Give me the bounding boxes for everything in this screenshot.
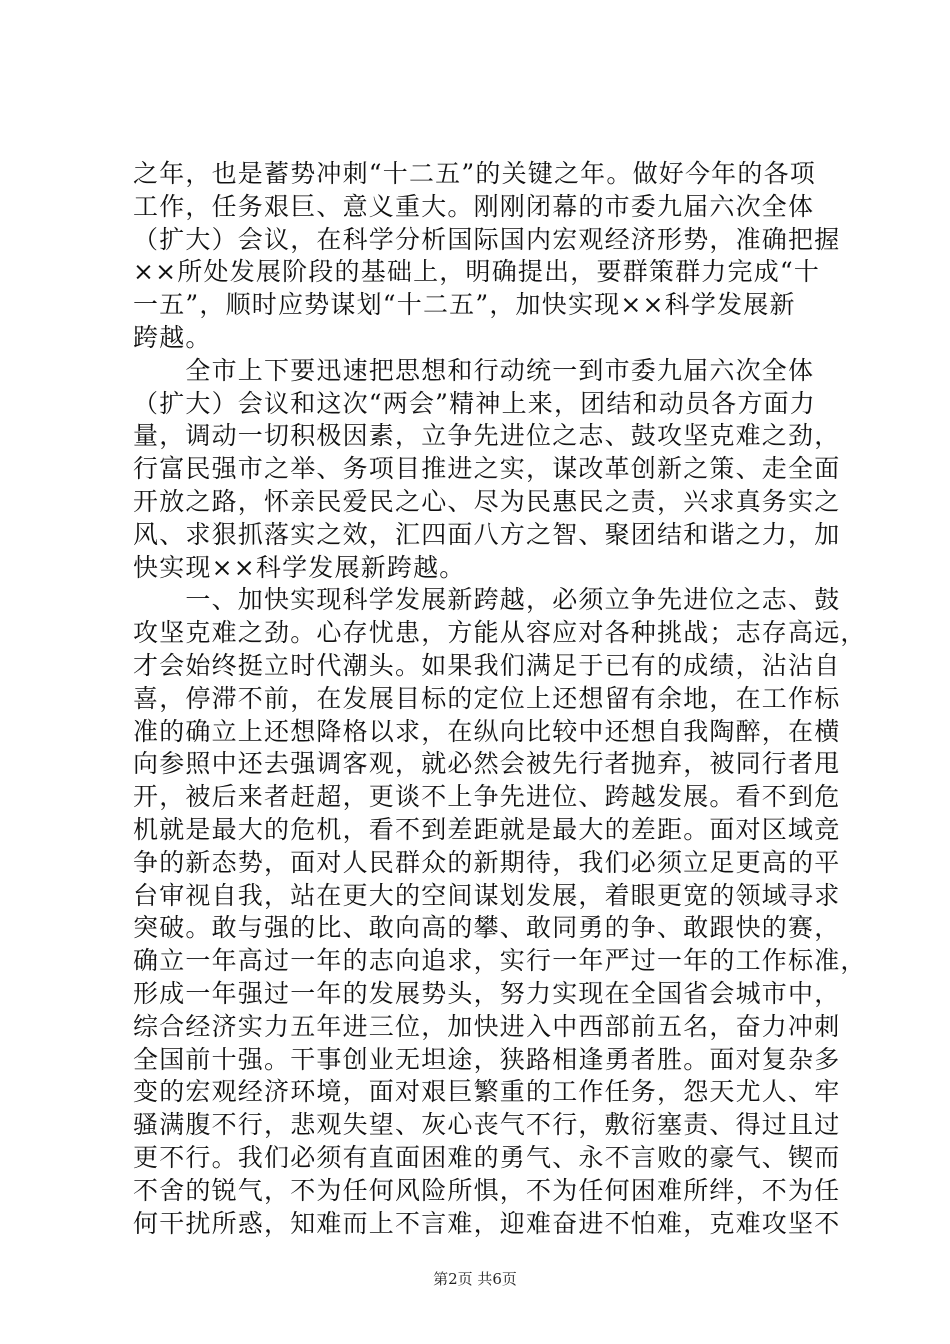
text-line: 之年，也是蓄势冲刺“十二五”的关键之年。做好今年的各项 xyxy=(133,159,816,188)
text-line: 行富民强市之举、务项目推进之实，谋改革创新之策、走全面 xyxy=(133,454,841,484)
text-line: 跨越。 xyxy=(133,322,212,352)
page-footer: 第2页 共6页 xyxy=(433,1270,517,1288)
text-line: 全国前十强。干事创业无坦途，狭路相逢勇者胜。面对复杂多 xyxy=(133,1044,841,1074)
text-line: （扩大）会议和这次“两会”精神上来，团结和动员各方面力 xyxy=(133,388,816,418)
body-text xyxy=(133,158,867,1240)
text-line: 开放之路，怀亲民爱民之心、尽为民惠民之责，兴求真务实之 xyxy=(133,486,841,516)
text-line: 准的确立上还想降格以求，在纵向比较中还想自我陶醉，在横 xyxy=(133,716,841,746)
text-line: 快实现××科学发展新跨越。 xyxy=(133,552,466,582)
text-line: 不舍的锐气，不为任何风险所惧，不为任何困难所绊，不为任 xyxy=(133,1175,841,1205)
text-line: 变的宏观经济环境，面对艰巨繁重的工作任务，怨天尤人、牢 xyxy=(133,1077,841,1107)
text-line: 综合经济实力五年进三位，加快进入中西部前五名，奋力冲刺 xyxy=(133,1011,841,1041)
text-line: 风、求狠抓落实之效，汇四面八方之智、聚团结和谐之力，加 xyxy=(133,519,841,549)
text-line: 才会始终挺立时代潮头。如果我们满足于已有的成绩，沾沾自 xyxy=(133,650,841,680)
text-line: 确立一年高过一年的志向追求，实行一年严过一年的工作标准， xyxy=(133,946,867,976)
text-line: 更不行。我们必须有直面困难的勇气、永不言败的豪气、锲而 xyxy=(133,1142,841,1172)
text-line: 争的新态势，面对人民群众的新期待，我们必须立足更高的平 xyxy=(133,847,841,877)
text-line: 全市上下要迅速把思想和行动统一到市委九届六次全体 xyxy=(133,355,815,385)
text-line: 台审视自我，站在更大的空间谋划发展，着眼更宽的领域寻求 xyxy=(133,880,841,910)
text-line: 一五”，顺时应势谋划“十二五”，加快实现××科学发展新 xyxy=(133,290,796,320)
text-line: 攻坚克难之劲。心存忧患，方能从容应对各种挑战；志存高远， xyxy=(133,618,867,648)
text-line: ××所处发展阶段的基础上，明确提出，要群策群力完成“十 xyxy=(133,257,821,287)
text-line: 一、加快实现科学发展新跨越，必须立争先进位之志、鼓 xyxy=(133,585,841,615)
text-line: 喜，停滞不前，在发展目标的定位上还想留有余地，在工作标 xyxy=(133,683,841,713)
text-line: 骚满腹不行，悲观失望、灰心丧气不行，敷衍塞责、得过且过 xyxy=(133,1110,841,1140)
text-line: 量，调动一切积极因素，立争先进位之志、鼓攻坚克难之劲， xyxy=(133,421,841,451)
text-line: 向参照中还去强调客观，就必然会被先行者抛弃，被同行者甩 xyxy=(133,749,841,779)
text-line: （扩大）会议，在科学分析国际国内宏观经济形势，准确把握 xyxy=(133,224,841,254)
text-line: 突破。敢与强的比、敢向高的攀、敢同勇的争、敢跟快的赛， xyxy=(133,913,841,943)
text-line: 形成一年强过一年的发展势头，努力实现在全国省会城市中， xyxy=(133,978,841,1008)
text-line: 工作，任务艰巨、意义重大。刚刚闭幕的市委九届六次全体 xyxy=(133,191,815,221)
text-line: 开，被后来者赶超，更谈不上争先进位、跨越发展。看不到危 xyxy=(133,782,841,812)
text-line: 何干扰所惑，知难而上不言难，迎难奋进不怕难，克难攻坚不 xyxy=(133,1208,841,1238)
text-line: 机就是最大的危机，看不到差距就是最大的差距。面对区域竞 xyxy=(133,814,841,844)
